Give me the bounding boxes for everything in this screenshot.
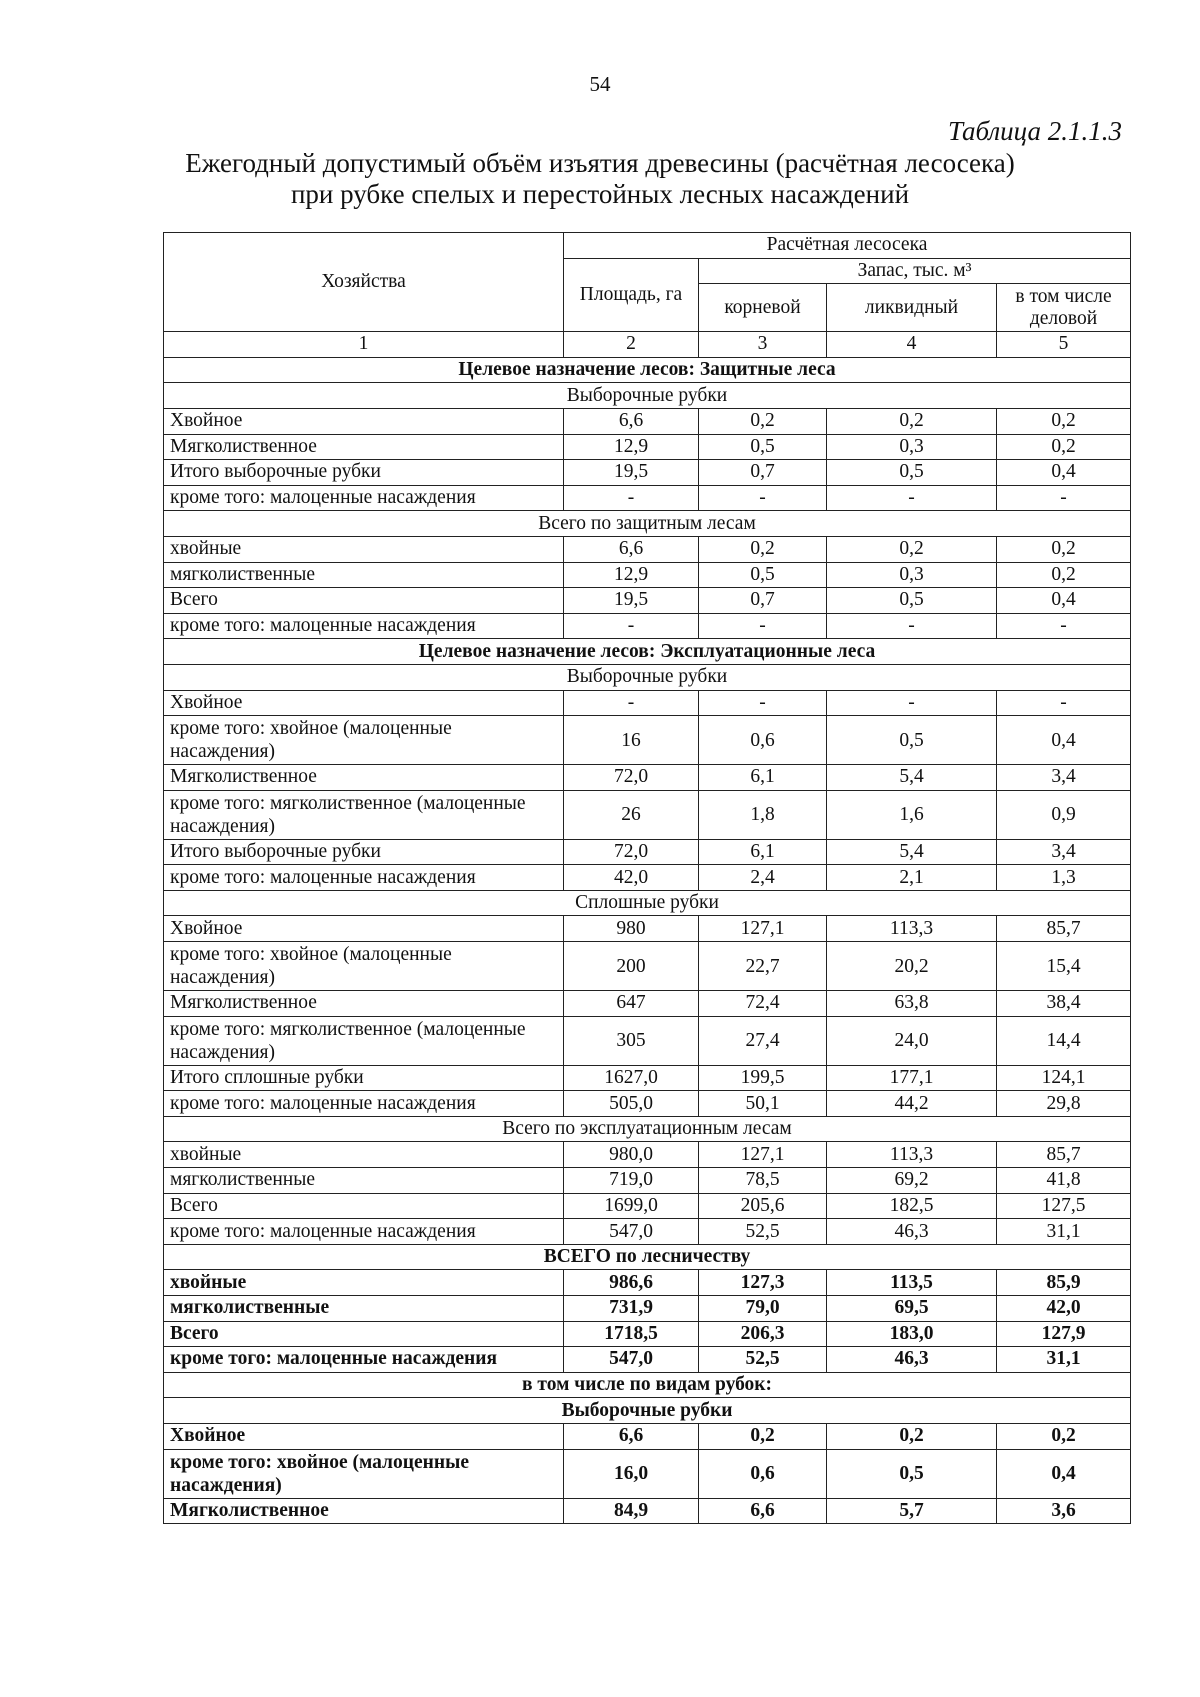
table-cell: 0,6 bbox=[699, 716, 827, 765]
table-cell: 12,9 bbox=[564, 434, 699, 460]
row-label: Хвойное bbox=[164, 690, 564, 716]
table-cell: 177,1 bbox=[827, 1065, 997, 1091]
column-number: 1 bbox=[164, 332, 564, 358]
section-heading: Выборочные рубки bbox=[164, 664, 1131, 690]
table-cell: 1718,5 bbox=[564, 1321, 699, 1347]
row-label: мягколиственные bbox=[164, 562, 564, 588]
table-cell: - bbox=[564, 690, 699, 716]
table-cell: 113,5 bbox=[827, 1270, 997, 1296]
header-column-numbers bbox=[164, 332, 1131, 358]
table-row bbox=[164, 942, 1131, 991]
row-label: Всего bbox=[164, 1321, 564, 1347]
row-label: Хвойное bbox=[164, 408, 564, 434]
row-label: кроме того: малоценные насаждения bbox=[164, 485, 564, 511]
table-cell: 986,6 bbox=[564, 1270, 699, 1296]
table-cell: 127,9 bbox=[997, 1321, 1131, 1347]
table-cell: 731,9 bbox=[564, 1296, 699, 1322]
table-cell: 305 bbox=[564, 1016, 699, 1065]
table-cell: 44,2 bbox=[827, 1091, 997, 1117]
section-heading: Выборочные рубки bbox=[164, 383, 1131, 409]
table-row bbox=[164, 690, 1131, 716]
section-row bbox=[164, 639, 1131, 665]
table-cell: 0,4 bbox=[997, 716, 1131, 765]
table-cell: - bbox=[827, 613, 997, 639]
table-cell: 72,0 bbox=[564, 765, 699, 791]
row-label: Мягколиственное bbox=[164, 991, 564, 1017]
section-row bbox=[164, 511, 1131, 537]
table-cell: 0,2 bbox=[997, 408, 1131, 434]
row-label: Итого выборочные рубки bbox=[164, 839, 564, 865]
table-row bbox=[164, 1168, 1131, 1194]
header-farm: Хозяйства bbox=[164, 233, 564, 332]
table-cell: 84,9 bbox=[564, 1498, 699, 1524]
section-row bbox=[164, 383, 1131, 409]
table-cell: 6,6 bbox=[699, 1498, 827, 1524]
table-cell: 0,2 bbox=[997, 536, 1131, 562]
table-cell: 29,8 bbox=[997, 1091, 1131, 1117]
header-root: корневой bbox=[699, 284, 827, 332]
row-label: хвойные bbox=[164, 536, 564, 562]
table-cell: 6,6 bbox=[564, 408, 699, 434]
table-cell: 0,3 bbox=[827, 434, 997, 460]
section-row bbox=[164, 890, 1131, 916]
section-heading: Выборочные рубки bbox=[164, 1398, 1131, 1424]
table-cell: 0,7 bbox=[699, 588, 827, 614]
row-label: хвойные bbox=[164, 1270, 564, 1296]
table-cell: 0,2 bbox=[827, 1423, 997, 1449]
section-row bbox=[164, 664, 1131, 690]
table-cell: 27,4 bbox=[699, 1016, 827, 1065]
row-label: кроме того: мягколиственное (малоценные насаждения) bbox=[164, 1016, 564, 1065]
header-stock: Запас, тыс. м³ bbox=[699, 258, 1131, 284]
table-cell: 19,5 bbox=[564, 460, 699, 486]
table-cell: 0,2 bbox=[699, 1423, 827, 1449]
section-heading: Всего по эксплуатационным лесам bbox=[164, 1116, 1131, 1142]
table-cell: 52,5 bbox=[699, 1219, 827, 1245]
table-cell: 69,5 bbox=[827, 1296, 997, 1322]
row-label: кроме того: малоценные насаждения bbox=[164, 613, 564, 639]
table-row bbox=[164, 1219, 1131, 1245]
table-cell: 38,4 bbox=[997, 991, 1131, 1017]
table-row bbox=[164, 716, 1131, 765]
table-cell: 0,5 bbox=[699, 562, 827, 588]
table-cell: 113,3 bbox=[827, 1142, 997, 1168]
table-cell: 5,7 bbox=[827, 1498, 997, 1524]
table-cell: 0,4 bbox=[997, 1449, 1131, 1498]
table-cell: 72,0 bbox=[564, 839, 699, 865]
table-row bbox=[164, 460, 1131, 486]
table-cell: - bbox=[699, 613, 827, 639]
section-heading: Целевое назначение лесов: Защитные леса bbox=[164, 357, 1131, 383]
table-cell: 85,7 bbox=[997, 916, 1131, 942]
table-row bbox=[164, 1347, 1131, 1373]
row-label: Всего bbox=[164, 588, 564, 614]
table-cell: 206,3 bbox=[699, 1321, 827, 1347]
table-cell: - bbox=[699, 485, 827, 511]
section-heading: Целевое назначение лесов: Эксплуатационные леса bbox=[164, 639, 1131, 665]
table-cell: 0,2 bbox=[997, 1423, 1131, 1449]
table-cell: 647 bbox=[564, 991, 699, 1017]
table-cell: 0,4 bbox=[997, 460, 1131, 486]
table-cell: 719,0 bbox=[564, 1168, 699, 1194]
table-row bbox=[164, 1193, 1131, 1219]
table-cell: 0,2 bbox=[997, 562, 1131, 588]
column-number: 2 bbox=[564, 332, 699, 358]
table-cell: 5,4 bbox=[827, 839, 997, 865]
table-cell: 85,9 bbox=[997, 1270, 1131, 1296]
column-number: 5 bbox=[997, 332, 1131, 358]
table-cell: 124,1 bbox=[997, 1065, 1131, 1091]
table-row bbox=[164, 588, 1131, 614]
table-cell: 5,4 bbox=[827, 765, 997, 791]
table-cell: 14,4 bbox=[997, 1016, 1131, 1065]
row-label: Итого выборочные рубки bbox=[164, 460, 564, 486]
table-row bbox=[164, 1321, 1131, 1347]
row-label: кроме того: малоценные насаждения bbox=[164, 1219, 564, 1245]
cutting-volume-table bbox=[163, 232, 1131, 1524]
table-cell: 31,1 bbox=[997, 1347, 1131, 1373]
table-cell: 200 bbox=[564, 942, 699, 991]
table-cell: 26 bbox=[564, 790, 699, 839]
table-cell: 0,3 bbox=[827, 562, 997, 588]
table-row bbox=[164, 1423, 1131, 1449]
row-label: мягколиственные bbox=[164, 1168, 564, 1194]
table-cell: 15,4 bbox=[997, 942, 1131, 991]
row-label: Хвойное bbox=[164, 1423, 564, 1449]
table-cell: 547,0 bbox=[564, 1219, 699, 1245]
table-cell: 127,1 bbox=[699, 916, 827, 942]
table-cell: 0,7 bbox=[699, 460, 827, 486]
table-cell: 16,0 bbox=[564, 1449, 699, 1498]
table-cell: - bbox=[827, 485, 997, 511]
table-row bbox=[164, 1142, 1131, 1168]
table-row bbox=[164, 485, 1131, 511]
table-cell: 12,9 bbox=[564, 562, 699, 588]
table-cell: 0,5 bbox=[827, 1449, 997, 1498]
table-row bbox=[164, 562, 1131, 588]
row-label: хвойные bbox=[164, 1142, 564, 1168]
table-cell: 6,1 bbox=[699, 765, 827, 791]
table-row bbox=[164, 434, 1131, 460]
table-cell: 0,4 bbox=[997, 588, 1131, 614]
row-label: кроме того: малоценные насаждения bbox=[164, 1347, 564, 1373]
table-cell: 78,5 bbox=[699, 1168, 827, 1194]
table-cell: 0,5 bbox=[827, 588, 997, 614]
row-label: Хвойное bbox=[164, 916, 564, 942]
section-row bbox=[164, 1116, 1131, 1142]
row-label: кроме того: хвойное (малоценные насаждения) bbox=[164, 716, 564, 765]
table-row bbox=[164, 991, 1131, 1017]
table-cell: 0,5 bbox=[827, 716, 997, 765]
table-cell: 3,6 bbox=[997, 1498, 1131, 1524]
table-cell: 6,6 bbox=[564, 1423, 699, 1449]
table-cell: 205,6 bbox=[699, 1193, 827, 1219]
table-cell: 199,5 bbox=[699, 1065, 827, 1091]
table-row bbox=[164, 613, 1131, 639]
table-cell: 2,1 bbox=[827, 865, 997, 891]
table-cell: 980 bbox=[564, 916, 699, 942]
table-cell: - bbox=[564, 485, 699, 511]
table-cell: 127,1 bbox=[699, 1142, 827, 1168]
table-cell: 22,7 bbox=[699, 942, 827, 991]
table-cell: 42,0 bbox=[564, 865, 699, 891]
table-label: Таблица 2.1.1.3 bbox=[947, 116, 1122, 146]
table-row bbox=[164, 865, 1131, 891]
table-cell: 127,5 bbox=[997, 1193, 1131, 1219]
table-row bbox=[164, 790, 1131, 839]
page-number: 54 bbox=[589, 72, 611, 96]
table-title-line-2: при рубке спелых и перестойных лесных насаждений bbox=[290, 179, 910, 209]
table-row bbox=[164, 1498, 1131, 1524]
table-cell: 69,2 bbox=[827, 1168, 997, 1194]
column-number: 3 bbox=[699, 332, 827, 358]
table-row bbox=[164, 536, 1131, 562]
table-body bbox=[164, 357, 1131, 1523]
table-cell: 46,3 bbox=[827, 1347, 997, 1373]
table-cell: 52,5 bbox=[699, 1347, 827, 1373]
table-cell: 183,0 bbox=[827, 1321, 997, 1347]
row-label: кроме того: хвойное (малоценные насаждения) bbox=[164, 1449, 564, 1498]
table-cell: - bbox=[699, 690, 827, 716]
table-row bbox=[164, 1270, 1131, 1296]
table-row bbox=[164, 765, 1131, 791]
table-cell: 24,0 bbox=[827, 1016, 997, 1065]
table-cell: 0,2 bbox=[827, 536, 997, 562]
table-cell: 1699,0 bbox=[564, 1193, 699, 1219]
table-cell: 1,6 bbox=[827, 790, 997, 839]
table-title-line-1: Ежегодный допустимый объём изъятия древесины (расчётная лесосека) bbox=[185, 148, 1015, 178]
table-cell: 42,0 bbox=[997, 1296, 1131, 1322]
section-row bbox=[164, 357, 1131, 383]
table-cell: 2,4 bbox=[699, 865, 827, 891]
section-heading: ВСЕГО по лесничеству bbox=[164, 1244, 1131, 1270]
table-cell: 46,3 bbox=[827, 1219, 997, 1245]
table-cell: 505,0 bbox=[564, 1091, 699, 1117]
table-cell: 0,9 bbox=[997, 790, 1131, 839]
row-label: кроме того: мягколиственное (малоценные насаждения) bbox=[164, 790, 564, 839]
section-row bbox=[164, 1398, 1131, 1424]
section-row bbox=[164, 1372, 1131, 1398]
row-label: Всего bbox=[164, 1193, 564, 1219]
table-row bbox=[164, 1296, 1131, 1322]
table-cell: 1627,0 bbox=[564, 1065, 699, 1091]
header-liquid: ликвидный bbox=[827, 284, 997, 332]
row-label: Итого сплошные рубки bbox=[164, 1065, 564, 1091]
table-row bbox=[164, 1449, 1131, 1498]
table-cell: 182,5 bbox=[827, 1193, 997, 1219]
table-cell: 0,5 bbox=[827, 460, 997, 486]
table-cell: 113,3 bbox=[827, 916, 997, 942]
table-cell: 0,2 bbox=[699, 408, 827, 434]
table-row bbox=[164, 1065, 1131, 1091]
row-label: мягколиственные bbox=[164, 1296, 564, 1322]
header-business: в том числе деловой bbox=[997, 284, 1131, 332]
table-cell: 6,1 bbox=[699, 839, 827, 865]
table-cell: 0,2 bbox=[827, 408, 997, 434]
table-cell: 1,8 bbox=[699, 790, 827, 839]
table-cell: 79,0 bbox=[699, 1296, 827, 1322]
table-row bbox=[164, 1091, 1131, 1117]
table-header bbox=[164, 233, 1131, 358]
table-cell: 72,4 bbox=[699, 991, 827, 1017]
row-label: Мягколиственное bbox=[164, 434, 564, 460]
table-cell: 0,2 bbox=[997, 434, 1131, 460]
table-title bbox=[0, 148, 1200, 210]
table-cell: 0,2 bbox=[699, 536, 827, 562]
table-cell: 127,3 bbox=[699, 1270, 827, 1296]
table-cell: 85,7 bbox=[997, 1142, 1131, 1168]
row-label: кроме того: малоценные насаждения bbox=[164, 865, 564, 891]
row-label: Мягколиственное bbox=[164, 1498, 564, 1524]
table-cell: - bbox=[997, 690, 1131, 716]
table-cell: 50,1 bbox=[699, 1091, 827, 1117]
header-area: Площадь, га bbox=[564, 258, 699, 332]
table-row bbox=[164, 839, 1131, 865]
table-cell: - bbox=[997, 613, 1131, 639]
section-heading: в том числе по видам рубок: bbox=[164, 1372, 1131, 1398]
section-row bbox=[164, 1244, 1131, 1270]
table-cell: 0,5 bbox=[699, 434, 827, 460]
table-cell: - bbox=[827, 690, 997, 716]
table-cell: 3,4 bbox=[997, 765, 1131, 791]
table-cell: 3,4 bbox=[997, 839, 1131, 865]
table-cell: 31,1 bbox=[997, 1219, 1131, 1245]
row-label: Мягколиственное bbox=[164, 765, 564, 791]
section-heading: Всего по защитным лесам bbox=[164, 511, 1131, 537]
table-cell: 16 bbox=[564, 716, 699, 765]
table-cell: - bbox=[997, 485, 1131, 511]
row-label: кроме того: малоценные насаждения bbox=[164, 1091, 564, 1117]
header-group: Расчётная лесосека bbox=[564, 233, 1131, 259]
table-cell: 6,6 bbox=[564, 536, 699, 562]
column-number: 4 bbox=[827, 332, 997, 358]
section-heading: Сплошные рубки bbox=[164, 890, 1131, 916]
table-cell: 547,0 bbox=[564, 1347, 699, 1373]
row-label: кроме того: хвойное (малоценные насаждения) bbox=[164, 942, 564, 991]
table-cell: 41,8 bbox=[997, 1168, 1131, 1194]
table-cell: - bbox=[564, 613, 699, 639]
table-cell: 980,0 bbox=[564, 1142, 699, 1168]
table-cell: 20,2 bbox=[827, 942, 997, 991]
table-cell: 1,3 bbox=[997, 865, 1131, 891]
table-cell: 0,6 bbox=[699, 1449, 827, 1498]
table-cell: 63,8 bbox=[827, 991, 997, 1017]
table-row bbox=[164, 916, 1131, 942]
table-row bbox=[164, 408, 1131, 434]
table-cell: 19,5 bbox=[564, 588, 699, 614]
table-row bbox=[164, 1016, 1131, 1065]
